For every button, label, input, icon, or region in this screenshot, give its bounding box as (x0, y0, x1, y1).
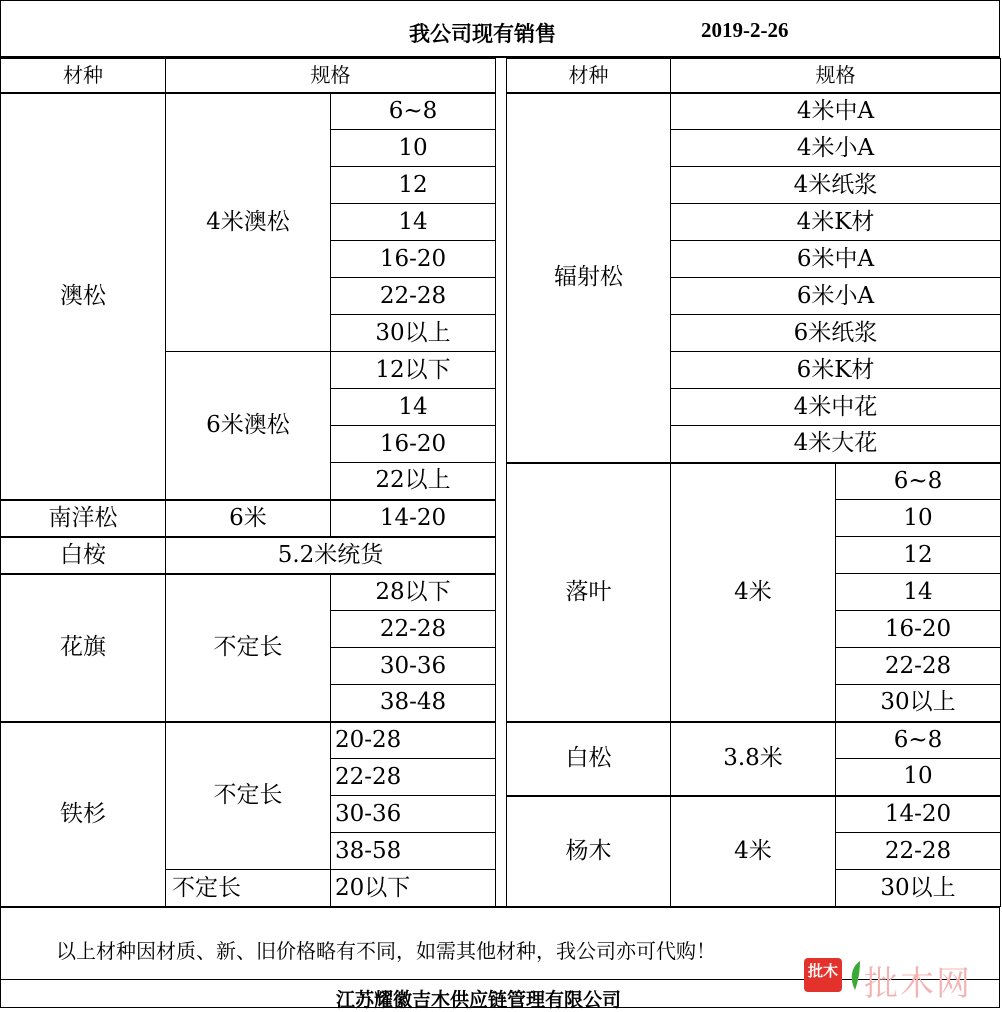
spec-cell: 12 (836, 537, 1001, 574)
left-price-table (0, 58, 496, 907)
spec-cell: 38-58 (331, 833, 496, 870)
page-title: 我公司现有销售 (409, 22, 556, 46)
right-price-table (506, 58, 1001, 907)
note-text: 以上材种因材质、新、旧价格略有不同，如需其他材种，我公司亦可代购！ (56, 939, 716, 963)
spec-cell: 4米大花 (671, 426, 1001, 463)
spec-cell: 28以下 (331, 574, 496, 611)
spec-cell: 4米中A (671, 93, 1001, 130)
length-cell: 4米 (671, 463, 836, 722)
watermark-badge: 批木 Anywood.com (804, 958, 842, 992)
spec-cell: 6米K材 (671, 352, 1001, 389)
length-cell: 4米 (671, 796, 836, 907)
material-austral-pine: 澳松 (1, 93, 166, 500)
material-hemlock: 铁杉 (1, 722, 166, 907)
group-4m-austral: 4米澳松 (166, 93, 331, 352)
spec-cell: 30以上 (836, 685, 1001, 722)
material-larch: 落叶 (507, 463, 671, 722)
spec-cell: 22以上 (331, 463, 496, 500)
group-6m-austral: 6米澳松 (166, 352, 331, 500)
spec-cell: 22-28 (836, 648, 1001, 685)
length-cell: 不定长 (166, 574, 331, 722)
material-white-eucalyptus: 白桉 (1, 537, 166, 574)
spec-cell: 22-28 (331, 278, 496, 315)
watermark-text: 批木网 (864, 964, 972, 1004)
spec-cell: 6米纸浆 (671, 315, 1001, 352)
length-cell: 6米 (166, 500, 331, 537)
spec-cell: 4米中花 (671, 389, 1001, 426)
spec-cell: 30以上 (836, 870, 1001, 907)
spec-cell: 16-20 (836, 611, 1001, 648)
spec-cell: 14-20 (836, 796, 1001, 833)
spec-cell: 14 (836, 574, 1001, 611)
spec-cell: 10 (331, 130, 496, 167)
spec-cell: 30以上 (331, 315, 496, 352)
material-radiata-pine: 辐射松 (507, 93, 671, 463)
spec-cell: 6米中A (671, 241, 1001, 278)
spec-cell: 16-20 (331, 426, 496, 463)
spec-cell: 20-28 (331, 722, 496, 759)
length-cell: 3.8米 (671, 722, 836, 796)
spec-cell: 30-36 (331, 796, 496, 833)
spec-cell: 6米小A (671, 278, 1001, 315)
spec-cell: 22-28 (331, 759, 496, 796)
material-huaqi: 花旗 (1, 574, 166, 722)
spec-cell: 6~8 (331, 93, 496, 130)
col-header-spec: 规格 (166, 59, 496, 93)
spec-cell: 4米K材 (671, 204, 1001, 241)
col-header-material: 材种 (507, 59, 671, 93)
material-nanyang-pine: 南洋松 (1, 500, 166, 537)
spec-cell: 10 (836, 500, 1001, 537)
leaf-icon (848, 960, 862, 990)
company-name: 江苏耀徽吉木供应链管理有限公司 (336, 989, 622, 1011)
spec-cell: 14 (331, 204, 496, 241)
spec-cell: 12以下 (331, 352, 496, 389)
spec-cell: 38-48 (331, 685, 496, 722)
watermark-logo (804, 958, 994, 1004)
spec-cell: 14-20 (331, 500, 496, 537)
date-label: 2019-2-26 (701, 18, 789, 42)
spec-cell: 20以下 (331, 870, 496, 907)
title-bar (0, 0, 1000, 58)
length-cell: 不定长 (166, 722, 331, 870)
col-header-material: 材种 (1, 59, 166, 93)
spec-cell: 22-28 (331, 611, 496, 648)
material-poplar: 杨木 (507, 796, 671, 907)
spec-cell: 6~8 (836, 463, 1001, 500)
spec-cell: 6~8 (836, 722, 1001, 759)
material-white-pine: 白松 (507, 722, 671, 796)
spec-cell: 5.2米统货 (166, 537, 496, 574)
spec-cell: 10 (836, 759, 1001, 796)
col-header-spec: 规格 (671, 59, 1001, 93)
spec-cell: 30-36 (331, 648, 496, 685)
length-cell: 不定长 (166, 870, 331, 907)
spec-cell: 16-20 (331, 241, 496, 278)
spec-cell: 4米纸浆 (671, 167, 1001, 204)
spec-cell: 22-28 (836, 833, 1001, 870)
spec-cell: 4米小A (671, 130, 1001, 167)
spec-cell: 14 (331, 389, 496, 426)
spec-cell: 12 (331, 167, 496, 204)
